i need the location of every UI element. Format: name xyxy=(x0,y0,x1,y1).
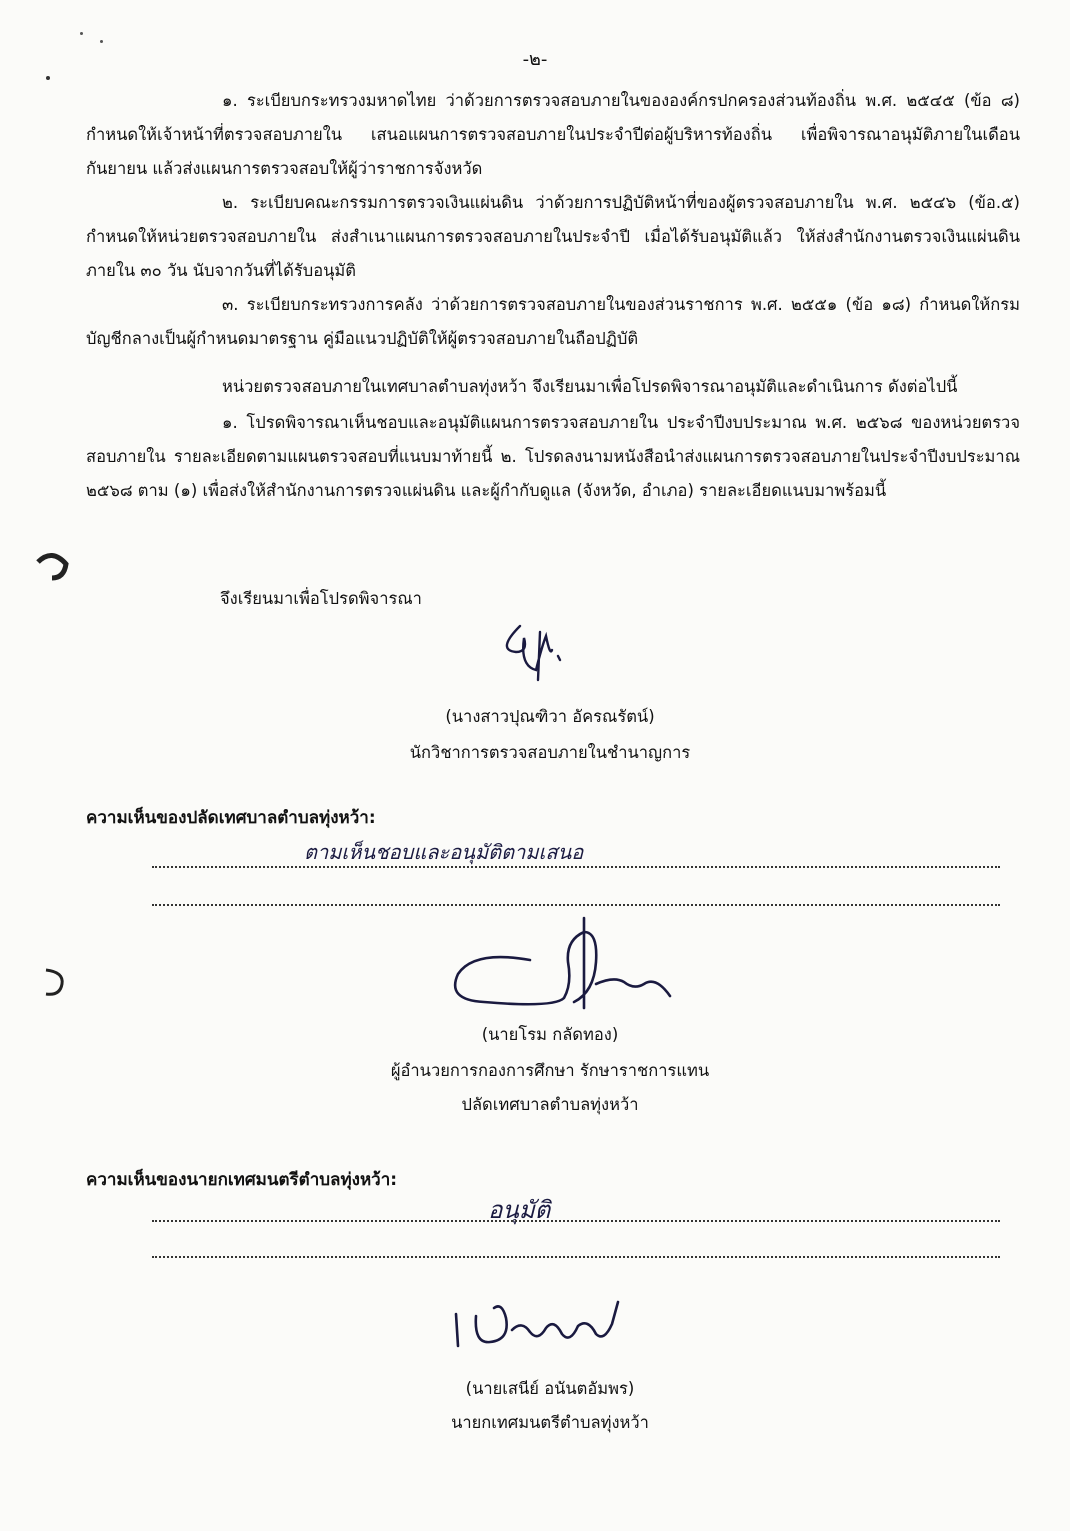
page-number: -๒- xyxy=(522,49,548,70)
paragraph-3: ๓. ระเบียบกระทรวงการคลัง ว่าด้วยการตรวจสอบภายในของส่วนราชการ พ.ศ. ๒๕๕๑ (ข้อ ๑๘) กำหนดให้กรมบัญชีกลางเป็นผู้กำหนดมาตรฐาน คู่มือแนวปฏิบัติให้ผู้ตรวจสอบภายในถือปฏิบัติ xyxy=(86,295,1020,348)
signer3-position: นายกเทศมนตรีตำบลทุ่งหว้า xyxy=(451,1413,649,1432)
punch-hole-mark xyxy=(34,548,70,582)
signer2-position: ผู้อำนวยการกองการศึกษา รักษาราชการแทน xyxy=(390,1061,710,1080)
paragraph-1: ๑. ระเบียบกระทรวงมหาดไทย ว่าด้วยการตรวจสอบภายในขององค์กรปกครองส่วนท้องถิ่น พ.ศ. ๒๕๔๕ (ข้อ ๘) กำหนดให้เจ้าหน้าที่ตรวจสอบภายใน เสนอแผนการตรวจสอบภายในประจำปีต่อผู้บริหารท้องถิ่น เพื่อพิจารณาอนุมัติภายในเดือน กันยายน แล้วส่งแผนการตรวจสอบให้ผู้ว่าราชการจังหวัด xyxy=(86,91,1020,178)
signature-2 xyxy=(444,912,684,1016)
signer2-name: (นายโรม กลัดทอง) xyxy=(481,1025,619,1044)
signer1-name: (นางสาวปุณฑิวา อัครณรัตน์) xyxy=(445,707,655,726)
opinion1-label: ความเห็นของปลัดเทศบาลตำบลทุ่งหว้า: xyxy=(86,808,376,828)
signer2-position2: ปลัดเทศบาลตำบลทุ่งหว้า xyxy=(461,1095,639,1114)
opinion2-handwritten: อนุมัติ xyxy=(488,1196,551,1224)
signature-3 xyxy=(450,1296,640,1352)
opinion1-handwritten: ตามเห็นชอบและอนุมัติตามเสนอ xyxy=(304,840,584,864)
scan-speck xyxy=(100,40,103,43)
signer1-position: นักวิชาการตรวจสอบภายในชำนาญการ xyxy=(409,743,691,762)
scan-speck xyxy=(46,76,50,80)
paragraph-5: ๑. โปรดพิจารณาเห็นชอบและอนุมัติแผนการตรวจสอบภายใน ประจำปีงบประมาณ พ.ศ. ๒๕๖๘ ของหน่วยตรวจสอบภายใน รายละเอียดตามแผนตรวจสอบที่แนบมาท้ายนี้ ๒. โปรดลงนามหนังสือนำส่งแผนการตรวจสอบภายในประจำปีงบประมาณ ๒๕๖๘ ตาม (๑) เพื่อส่งให้สำนักงานการตรวจแผ่นดิน และผู้กำกับดูแล (จังหวัด, อำเภอ) รายละเอียดแนบมาพร้อมนี้ xyxy=(86,413,1020,500)
scan-speck xyxy=(80,32,83,35)
punch-hole-mark xyxy=(38,966,68,998)
opinion2-line-2 xyxy=(152,1256,1000,1258)
opinion2-label: ความเห็นของนายกเทศมนตรีตำบลทุ่งหว้า: xyxy=(86,1170,398,1190)
opinion1-line-2 xyxy=(152,904,1000,906)
paragraph-2: ๒. ระเบียบคณะกรรมการตรวจเงินแผ่นดิน ว่าด้วยการปฏิบัติหน้าที่ของผู้ตรวจสอบภายใน พ.ศ. ๒๕๔๖ (ข้อ.๕) กำหนดให้หน่วยตรวจสอบภายใน ส่งสำเนาแผนการตรวจสอบภายในประจำปี เมื่อได้รับอนุมัติแล้ว ให้ส่งสำนักงานตรวจเงินแผ่นดินภายใน ๓๐ วัน นับจากวันที่ได้รับอนุมัติ xyxy=(86,193,1020,280)
opinion1-line-1 xyxy=(152,866,1000,868)
signature-1 xyxy=(490,616,580,688)
paragraph-4: หน่วยตรวจสอบภายในเทศบาลตำบลทุ่งหว้า จึงเรียนมาเพื่อโปรดพิจารณาอนุมัติและดำเนินการ ดังต่อไปนี้ xyxy=(222,377,958,396)
opinion2-line-1 xyxy=(152,1220,1000,1222)
signer3-name: (นายเสนีย์ อนันตอัมพร) xyxy=(465,1379,635,1398)
closing-line: จึงเรียนมาเพื่อโปรดพิจารณา xyxy=(220,589,422,608)
